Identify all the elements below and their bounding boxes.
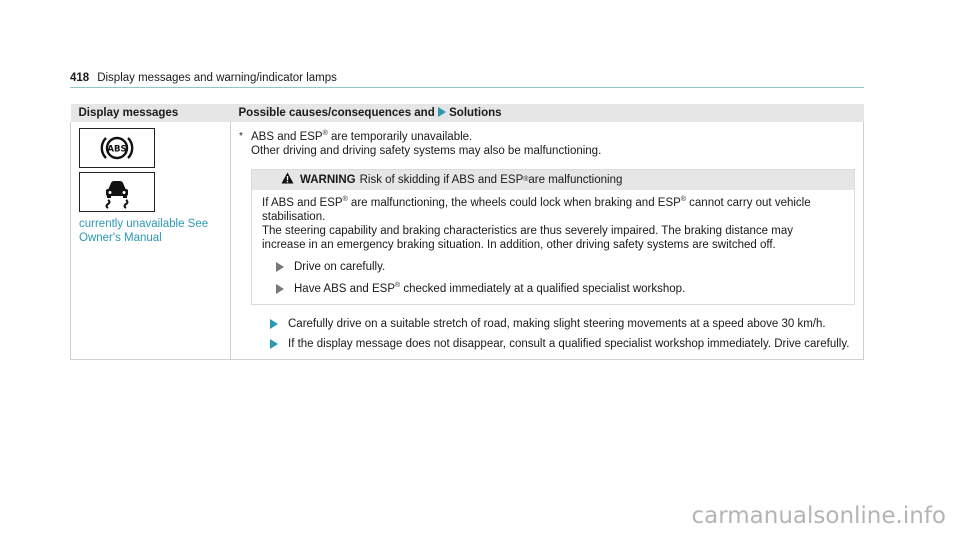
warning-para-1-end: stabilisation. [262, 211, 326, 223]
warning-title: WARNING [300, 174, 356, 186]
note-text: ABS and ESP [251, 131, 323, 143]
page-number: 418 [70, 72, 90, 84]
header-solutions-text: Solutions [449, 107, 502, 119]
svg-text:ABS: ABS [107, 144, 127, 155]
warning-para-2-line2: increase in an emergency braking situation. In addition, other driving safety systems are switched off. [262, 239, 776, 251]
solution-step [270, 337, 855, 351]
header-display-messages: Display messages [71, 104, 231, 122]
warning-box [251, 169, 855, 305]
arrow-icon [270, 319, 278, 329]
registered-mark: ® [342, 196, 348, 204]
table-row [71, 122, 864, 360]
warning-head-text: Risk of skidding if ABS and ESP [359, 174, 524, 186]
warning-header: WARNING Risk of skidding if ABS and ESP ® are malfunctioning [252, 170, 854, 190]
causes-solutions-cell [231, 122, 864, 360]
warning-text: cannot carry out vehicle [685, 197, 811, 209]
warning-para-2-line1: The steering capability and braking characteristics are thus severely impaired. The braking distance may [262, 225, 793, 237]
warning-step [276, 282, 844, 296]
unavailable-line1: currently unavailable See [79, 218, 209, 230]
warning-body [252, 190, 854, 304]
step-text-start: Have ABS and ESP [294, 283, 396, 295]
solution-step [270, 317, 855, 331]
display-messages-table [70, 104, 864, 360]
header-causes-text: Possible causes/consequences and [238, 107, 435, 119]
warning-head-text-end: are malfunctioning [528, 174, 623, 186]
solution-steps [270, 317, 855, 351]
owners-manual-line: Owner's Manual [79, 232, 162, 244]
warning-text: are malfunctioning, the wheels could lock when braking and ESP [347, 197, 681, 209]
registered-mark: ® [680, 196, 686, 204]
arrow-icon [276, 284, 284, 294]
warning-text: If ABS and ESP [262, 197, 343, 209]
warning-step [276, 260, 844, 274]
esp-skid-icon [79, 172, 155, 212]
asterisk: * [239, 131, 243, 142]
display-message-cell [71, 122, 231, 360]
unavailable-message[interactable] [79, 217, 230, 245]
warning-triangle-icon [281, 172, 294, 188]
step-text: Carefully drive on a suitable stretch of road, making slight steering movements at a speed above 30 km/h. [288, 318, 826, 330]
note-text: are temporarily unavailable. [327, 131, 473, 143]
step-text: If the display message does not disappear, consult a qualified specialist workshop immediately. Drive carefully. [288, 338, 850, 350]
asterisk-note [239, 130, 855, 158]
step-text [294, 282, 685, 296]
warning-steps [262, 260, 844, 296]
table-header-row [71, 104, 864, 122]
arrow-icon [270, 339, 278, 349]
step-text: Drive on carefully. [294, 261, 386, 273]
arrow-icon [438, 107, 446, 117]
registered-mark: ® [322, 130, 328, 138]
page-header [70, 71, 864, 88]
arrow-icon [276, 262, 284, 272]
warning-para-1 [262, 196, 844, 210]
header-causes-solutions [231, 104, 864, 122]
registered-mark: ® [395, 282, 401, 290]
abs-warning-icon [79, 128, 155, 168]
section-title: Display messages and warning/indicator lamps [97, 72, 337, 84]
step-text-end: checked immediately at a qualified specialist workshop. [400, 283, 686, 295]
watermark: carmanualsonline.info [691, 503, 946, 529]
note-line2: Other driving and driving safety systems may also be malfunctioning. [251, 145, 602, 157]
